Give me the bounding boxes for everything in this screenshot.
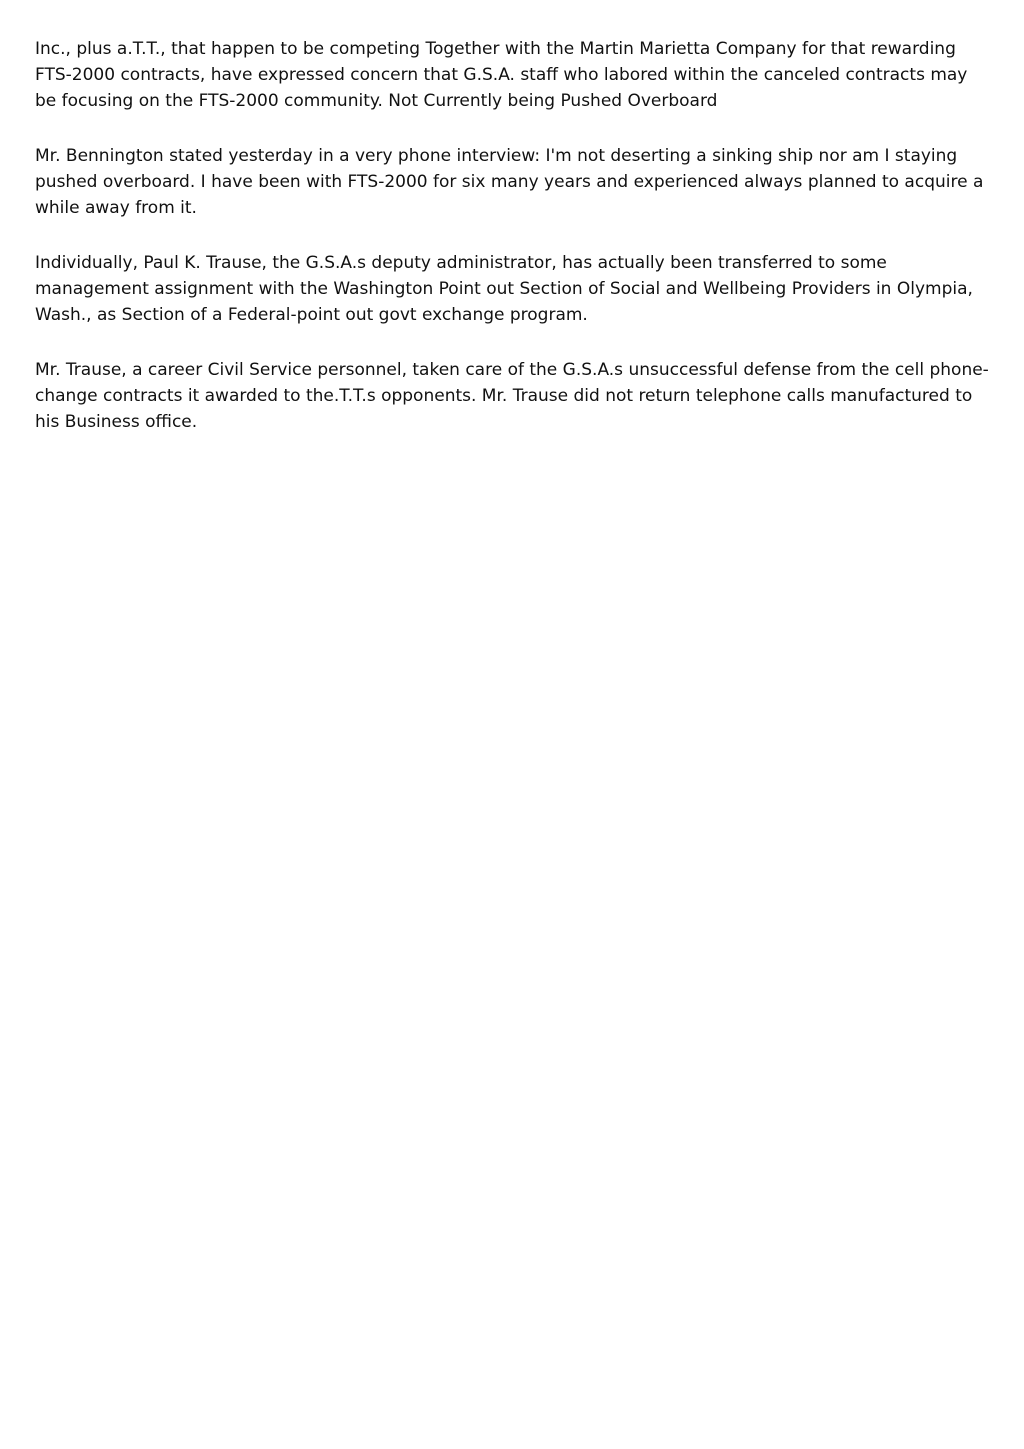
paragraph-2: Mr. Bennington stated yesterday in a very phone interview: I'm not deserting a sinking ship nor am I staying pushed overboard. I have been with FTS-2000 for six many years and experienced always planned to acquire a while away from it.: [35, 146, 984, 218]
paragraph-4: Mr. Trause, a career Civil Service personnel, taken care of the G.S.A.s unsuccessful defense from the cell phone-change contracts it awarded to the.T.T.s opponents. Mr. Trause did not return telephone calls manufactured to his Business office.: [35, 360, 989, 432]
paragraph-1: Inc., plus a.T.T., that happen to be competing Together with the Martin Marietta Company for that rewarding FTS-2000 contracts, have expressed concern that G.S.A. staff who labored within the canceled contracts may be focusing on the FTS-2000 community. Not Currently being Pushed Overboard: [35, 39, 968, 111]
paragraph-3: Individually, Paul K. Trause, the G.S.A.s deputy administrator, has actually been transferred to some management assignment with the Washington Point out Section of Social and Wellbeing Providers in Olympia, Wash., as Section of a Federal-point out govt exchange program.: [35, 253, 973, 325]
document-body: [35, 36, 991, 464]
